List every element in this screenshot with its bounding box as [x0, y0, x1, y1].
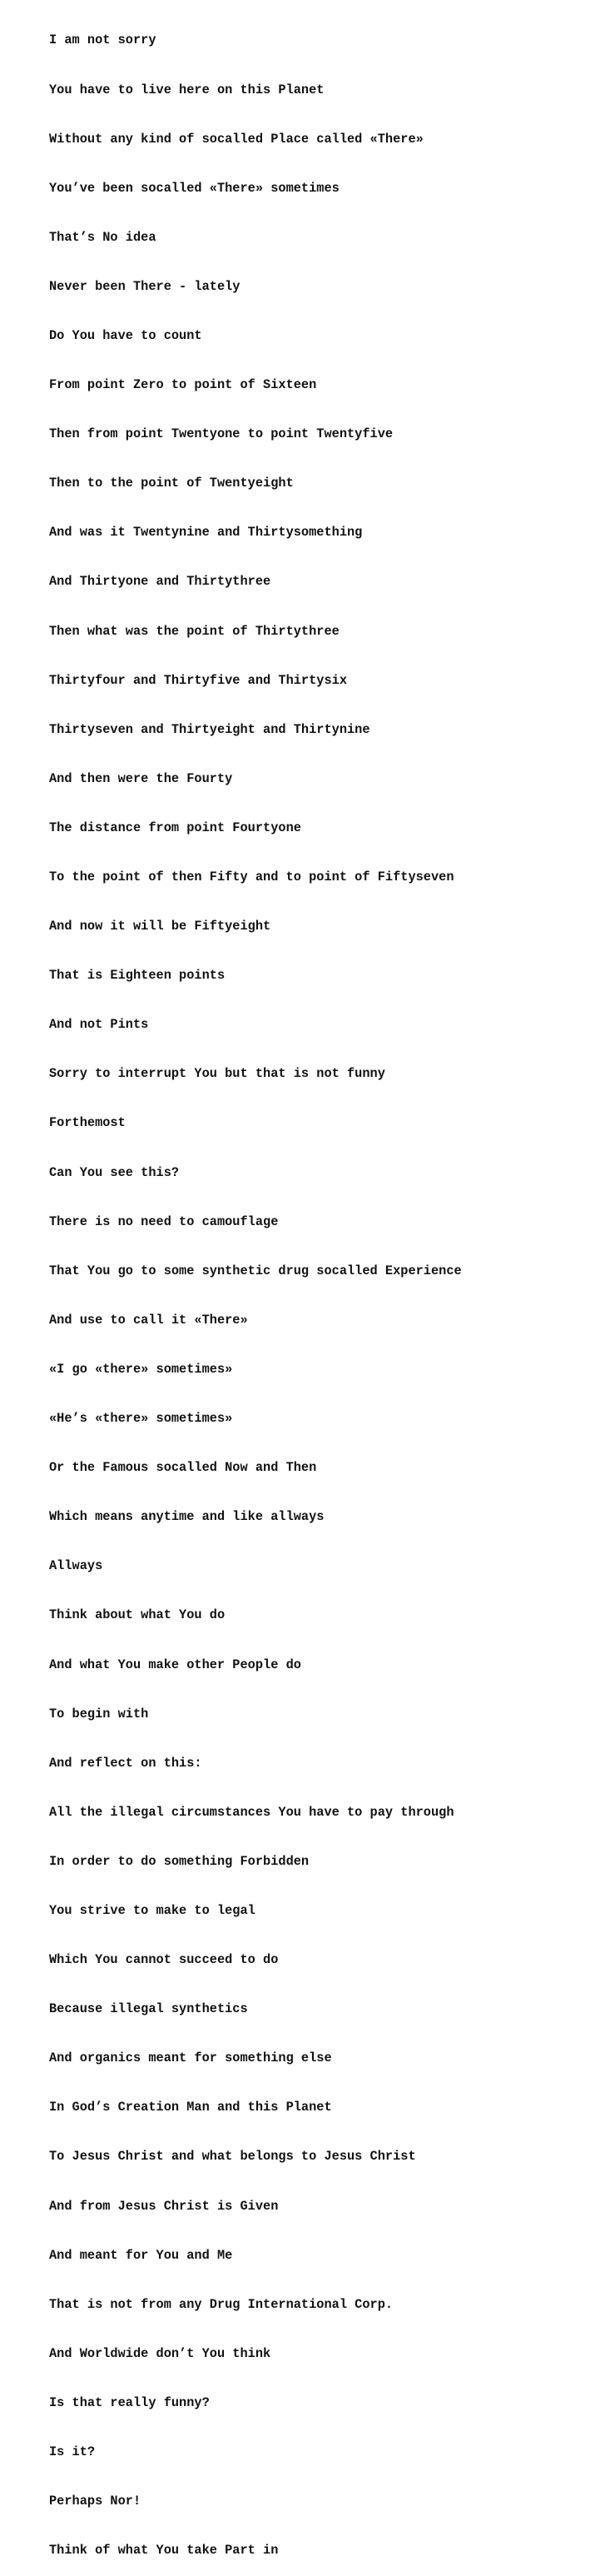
poem-line: Do You have to count — [49, 327, 202, 343]
poem-line: In order to do something Forbidden — [49, 1853, 310, 1869]
poem-line: Then what was the point of Thirtythree — [49, 623, 340, 639]
poem-line: And organics meant for something else — [49, 2050, 332, 2066]
poem-line: I am not sorry — [49, 32, 156, 48]
poem-line: And from Jesus Christ is Given — [49, 2198, 279, 2214]
poem-line: Which You cannot succeed to do — [49, 1952, 279, 1968]
poem-line: And now it will be Fiftyeight — [49, 919, 271, 934]
poem-line: And Worldwide don’t You think — [49, 2345, 271, 2361]
poem-line: Think about what You do — [49, 1607, 226, 1623]
poem-line: Without any kind of socalled Place called «There» — [49, 131, 424, 147]
poem-line: And use to call it «There» — [49, 1312, 248, 1328]
poem-line: All the illegal circumstances You have to pay through — [49, 1804, 454, 1820]
poem-line: Think of what You take Part in — [49, 2543, 279, 2559]
poem-line: And Thirtyone and Thirtythree — [49, 574, 271, 590]
poem-line: Is it? — [49, 2444, 96, 2459]
poem-line: To begin with — [49, 1706, 149, 1721]
poem-line: Is that really funny? — [49, 2394, 210, 2410]
poem-line: Allways — [49, 1558, 103, 1574]
poem-line: You’ve been socalled «There» sometimes — [49, 180, 340, 196]
poem-line: And was it Twentynine and Thirtysomething — [49, 525, 363, 541]
poem-line: From point Zero to point of Sixteen — [49, 377, 317, 393]
poem-line: Can You see this? — [49, 1164, 180, 1180]
poem-line: Never been There - lately — [49, 278, 240, 294]
poem-line: Because illegal synthetics — [49, 2001, 248, 2017]
poem-text — [49, 0, 462, 2576]
poem-line: And then were the Fourty — [49, 770, 233, 786]
poem-line: «I go «there» sometimes» — [49, 1361, 233, 1377]
poem-line: Forthemost — [49, 1115, 126, 1131]
poem-line: You have to live here on this Planet — [49, 82, 325, 97]
poem-line: That’s No idea — [49, 229, 156, 245]
poem-line: To Jesus Christ and what belongs to Jesus Christ — [49, 2149, 416, 2165]
poem-line: And not Pints — [49, 1017, 149, 1033]
poem-line: Which means anytime and like allways — [49, 1509, 325, 1525]
poem-line: And what You make other People do — [49, 1657, 301, 1672]
poem-line: Perhaps Nor! — [49, 2494, 141, 2509]
poem-line: Sorry to interrupt You but that is not funny — [49, 1066, 385, 1082]
poem-line: The distance from point Fourtyone — [49, 820, 301, 835]
poem-line: «He’s «there» sometimes» — [49, 1411, 233, 1427]
poem-line: Then to the point of Twentyeight — [49, 476, 294, 491]
poem-line: And meant for You and Me — [49, 2247, 233, 2263]
poem-line: Thirtyseven and Thirtyeight and Thirtynine — [49, 721, 370, 737]
poem-line: That is not from any Drug International Corp. — [49, 2296, 394, 2312]
poem-line: That You go to some synthetic drug socalled Experience — [49, 1263, 462, 1278]
poem-line: And reflect on this: — [49, 1755, 202, 1771]
poem-line: To the point of then Fifty and to point of Fiftyseven — [49, 869, 454, 884]
poem-line: There is no need to camouflage — [49, 1213, 279, 1229]
poem-line: That is Eighteen points — [49, 968, 226, 984]
poem-line: You strive to make to legal — [49, 1902, 255, 1918]
poem-line: Or the Famous socalled Now and Then — [49, 1460, 317, 1476]
poem-line: Then from point Twentyone to point Twentyfive — [49, 426, 394, 442]
poem-line: Thirtyfour and Thirtyfive and Thirtysix — [49, 672, 348, 688]
poem-line: In God’s Creation Man and this Planet — [49, 2100, 332, 2115]
